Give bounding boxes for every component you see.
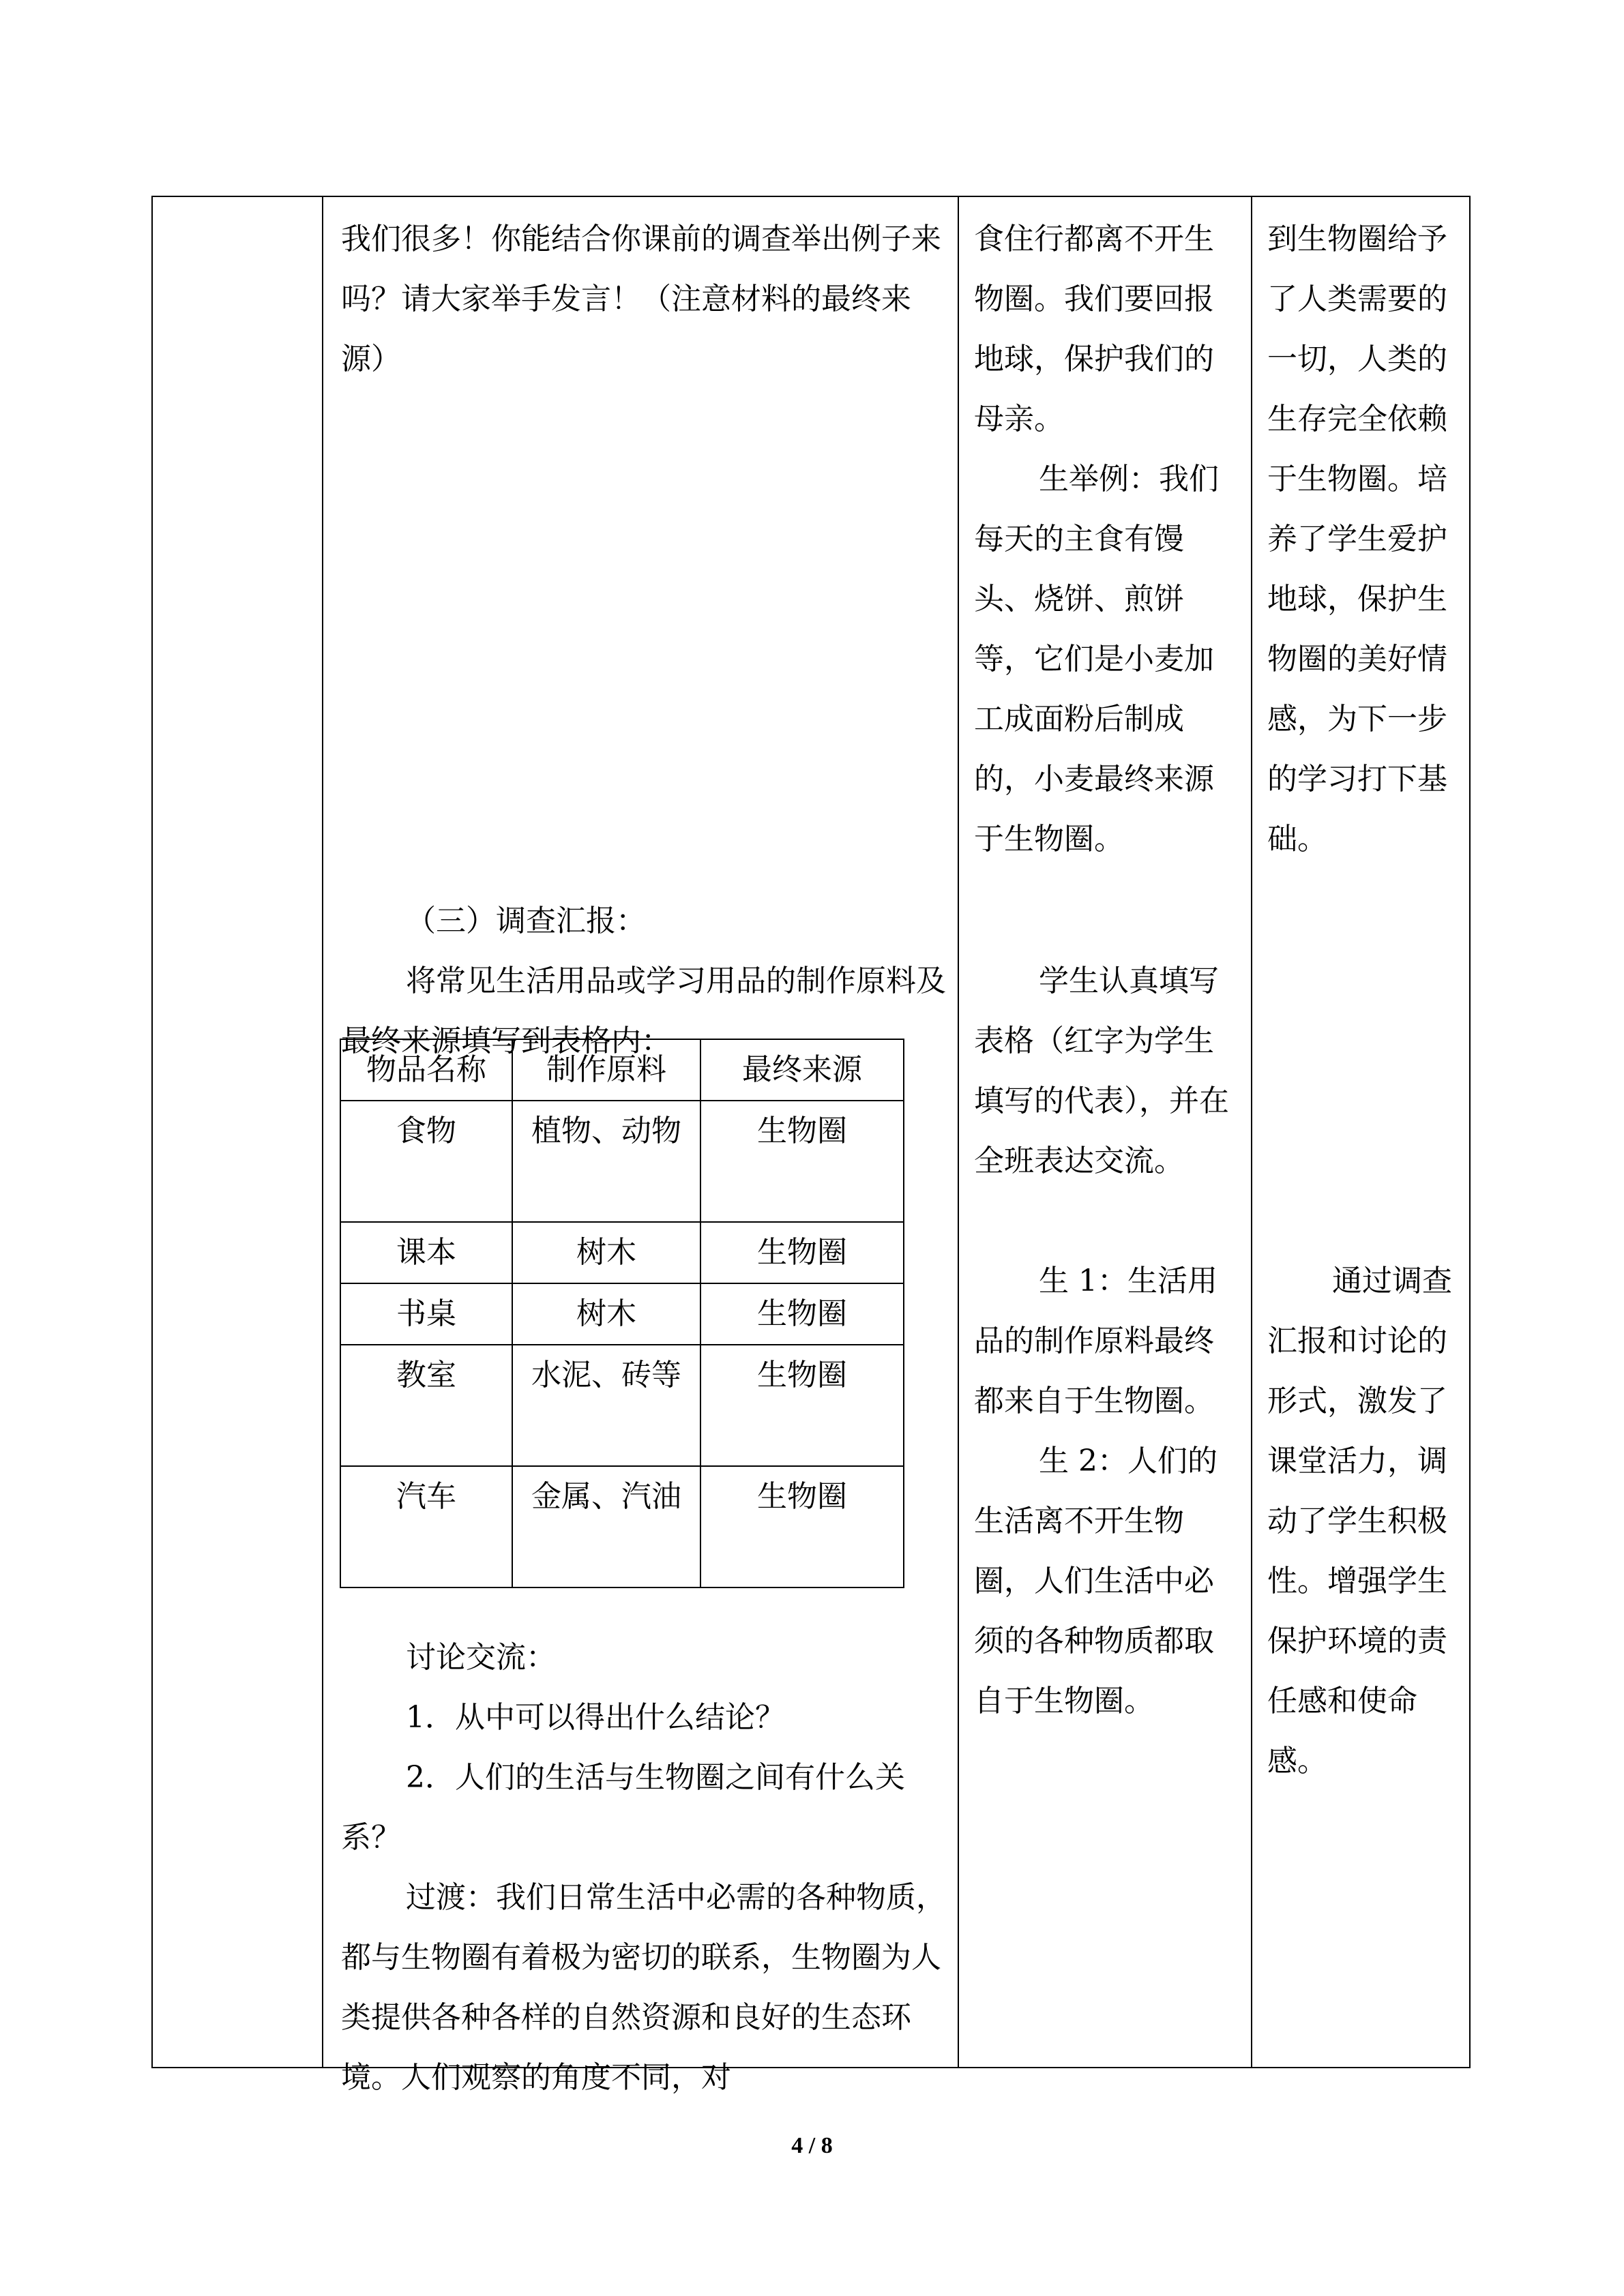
table-cell: 水泥、砖等: [512, 1345, 700, 1466]
table-row: [340, 1283, 904, 1345]
table-cell: 生物圈: [700, 1345, 904, 1466]
table-cell: 树木: [512, 1222, 700, 1283]
section-heading-survey-report: （三）调查汇报：: [406, 904, 646, 938]
design-intent-column: [1252, 196, 1470, 2068]
table-cell: 生物圈: [700, 1101, 904, 1222]
table-cell: 生物圈: [700, 1466, 904, 1587]
table-header-row: [340, 1039, 904, 1101]
page-number: 4 / 8: [791, 2133, 833, 2158]
table-cell: 教室: [340, 1345, 512, 1466]
table-cell: 生物圈: [700, 1283, 904, 1345]
intent-paragraph-2: 通过调查汇报和讨论的形式，激发了课堂活力，调动了学生积极性。增强学生保护环境的责任感和使命感。: [1267, 1264, 1452, 1778]
student-paragraph-protect-earth: 食住行都离不开生物圈。我们要回报地球，保护我们的母亲。: [974, 222, 1214, 436]
discussion-heading: 讨论交流：: [406, 1640, 556, 1675]
transition-paragraph: 过渡：我们日常生活中必需的各种物质，都与生物圈有着极为密切的联系，生物圈为人类提供各种各样的自然资源和良好的生态环境。人们观察的角度不同，对: [341, 1880, 946, 2095]
table-instruction: 将常见生活用品或学习用品的制作原料及最终来源填写到表格内：: [341, 964, 946, 1058]
intent-paragraph-1: 到生物圈给予了人类需要的一切，人类的生存完全依赖于生物圈。培养了学生爱护地球，保护生物圈的美好情感，为下一步的学习打下基础。: [1267, 222, 1447, 856]
table-header-cell: 最终来源: [700, 1039, 904, 1101]
student-paragraph-example: 生举例：我们每天的主食有馒头、烧饼、煎饼等，它们是小麦加工成面粉后制成的，小麦最终来源于生物圈。: [974, 462, 1219, 856]
teacher-activity-column: [323, 196, 958, 2095]
teacher-paragraph-examples: 我们很多！你能结合你课前的调查举出例子来吗？请大家举手发言！（注意材料的最终来源）: [341, 222, 941, 376]
table-row: [340, 1222, 904, 1283]
table-cell: 树木: [512, 1283, 700, 1345]
empty-stage-column: [152, 196, 323, 2068]
student-answer-1: 生 1：生活用品的制作原料最终都来自于生物圈。: [974, 1264, 1217, 1418]
table-cell: 食物: [340, 1101, 512, 1222]
table-cell: 汽车: [340, 1466, 512, 1587]
table-row: [340, 1466, 904, 1587]
student-paragraph-fill-table: 学生认真填写表格（红字为学生填写的代表），并在全班表达交流。: [974, 964, 1229, 1178]
table-header-cell: 物品名称: [340, 1039, 512, 1101]
table-header-cell: 制作原料: [512, 1039, 700, 1101]
materials-source-table: [340, 1039, 904, 1588]
table-cell: 金属、汽油: [512, 1466, 700, 1587]
student-answer-2: 生 2：人们的生活离不开生物圈，人们生活中必须的各种物质都取自于生物圈。: [974, 1444, 1217, 1718]
table-cell: 书桌: [340, 1283, 512, 1345]
table-cell: 课本: [340, 1222, 512, 1283]
table-row: [340, 1345, 904, 1466]
table-cell: 生物圈: [700, 1222, 904, 1283]
lesson-plan-table: [151, 196, 1471, 2095]
table-cell: 植物、动物: [512, 1101, 700, 1222]
table-row: [340, 1101, 904, 1222]
discussion-question-2: 2．人们的生活与生物圈之间有什么关系？: [341, 1760, 905, 1855]
student-activity-column: [958, 196, 1252, 2068]
discussion-question-1: 1．从中可以得出什么结论？: [406, 1700, 785, 1735]
